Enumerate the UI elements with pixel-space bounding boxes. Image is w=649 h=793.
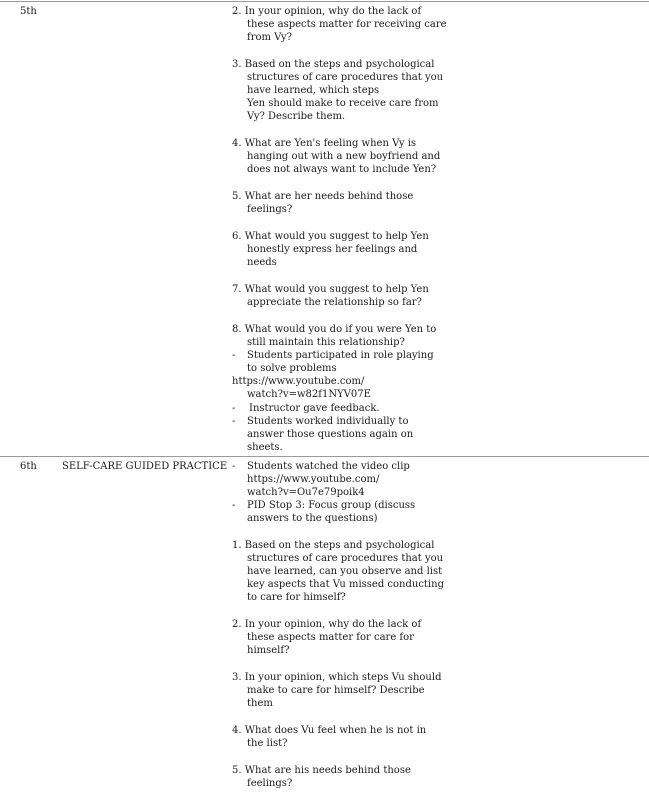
activity-line: honestly express her feelings and xyxy=(247,244,418,255)
activity-line: Students worked individually to xyxy=(247,416,409,427)
activity-line: make to care for himself? Describe xyxy=(247,685,425,696)
row-divider xyxy=(0,456,649,457)
activity-line: - xyxy=(232,350,236,361)
activity-line: 4. What are Yen's feeling when Vy is xyxy=(232,138,417,149)
week-label-6th: 6th xyxy=(20,461,37,472)
activity-line: still maintain this relationship? xyxy=(247,337,405,348)
top-rule xyxy=(0,1,649,2)
week-label-5th: 5th xyxy=(20,6,37,17)
activity-line: appreciate the relationship so far? xyxy=(247,297,422,308)
activity-line: answers to the questions) xyxy=(247,513,378,524)
topic-label: SELF-CARE GUIDED PRACTICE xyxy=(62,461,228,472)
activity-line: - xyxy=(232,500,236,511)
activity-line: - xyxy=(232,403,236,414)
activity-line: Instructor gave feedback. xyxy=(249,403,380,414)
activity-line: to care for himself? xyxy=(247,592,346,603)
activity-line: Students participated in role playing xyxy=(247,350,434,361)
activity-line: feelings? xyxy=(247,778,293,789)
activity-line: 3. In your opinion, which steps Vu should xyxy=(232,672,442,683)
activity-line: sheets. xyxy=(247,442,283,453)
activity-line: 7. What would you suggest to help Yen xyxy=(232,284,429,295)
activity-line: have learned, which steps xyxy=(247,85,380,96)
activity-line: needs xyxy=(247,257,277,268)
activity-line: them xyxy=(247,698,273,709)
activity-line: these aspects matter for care for xyxy=(247,632,414,643)
activity-line: PID Stop 3: Focus group (discuss xyxy=(247,500,416,511)
activity-line: 2. In your opinion, why do the lack of xyxy=(232,6,422,17)
activity-line: key aspects that Vu missed conducting xyxy=(247,579,444,590)
activity-line: Students watched the video clip xyxy=(247,461,410,472)
activity-line: Yen should make to receive care from xyxy=(247,98,439,109)
activity-line: from Vy? xyxy=(247,32,292,43)
activity-line: https://www.youtube.com/ xyxy=(232,376,365,387)
activity-line: answer those questions again on xyxy=(247,429,414,440)
activity-line: have learned, can you observe and list xyxy=(247,566,443,577)
activity-line: 1. Based on the steps and psychological xyxy=(232,540,435,551)
activity-line: 4. What does Vu feel when he is not in xyxy=(232,725,427,736)
activity-line: 2. In your opinion, why do the lack of xyxy=(232,619,422,630)
activity-line: 8. What would you do if you were Yen to xyxy=(232,324,437,335)
activity-line: structures of care procedures that you xyxy=(247,553,444,564)
activity-line: 5. What are his needs behind those xyxy=(232,765,411,776)
activity-line: Vy? Describe them. xyxy=(247,111,346,122)
activity-line: - xyxy=(232,461,236,472)
activity-line: does not always want to include Yen? xyxy=(247,164,437,175)
activity-line: watch?v=Ou7e79poik4 xyxy=(247,487,365,498)
activity-line: https://www.youtube.com/ xyxy=(247,474,380,485)
activity-line: 5. What are her needs behind those xyxy=(232,191,414,202)
activity-line: to solve problems xyxy=(247,363,337,374)
activity-line: - xyxy=(232,416,236,427)
activity-line: feelings? xyxy=(247,204,293,215)
activity-line: structures of care procedures that you xyxy=(247,72,444,83)
activity-line: the list? xyxy=(247,738,288,749)
activity-line: himself? xyxy=(247,645,290,656)
activity-line: these aspects matter for receiving care xyxy=(247,19,447,30)
activity-line: hanging out with a new boyfriend and xyxy=(247,151,441,162)
activity-line: watch?v=w82f1NYV07E xyxy=(247,389,371,400)
activity-line: 3. Based on the steps and psychological xyxy=(232,59,435,70)
activity-line: 6. What would you suggest to help Yen xyxy=(232,231,429,242)
